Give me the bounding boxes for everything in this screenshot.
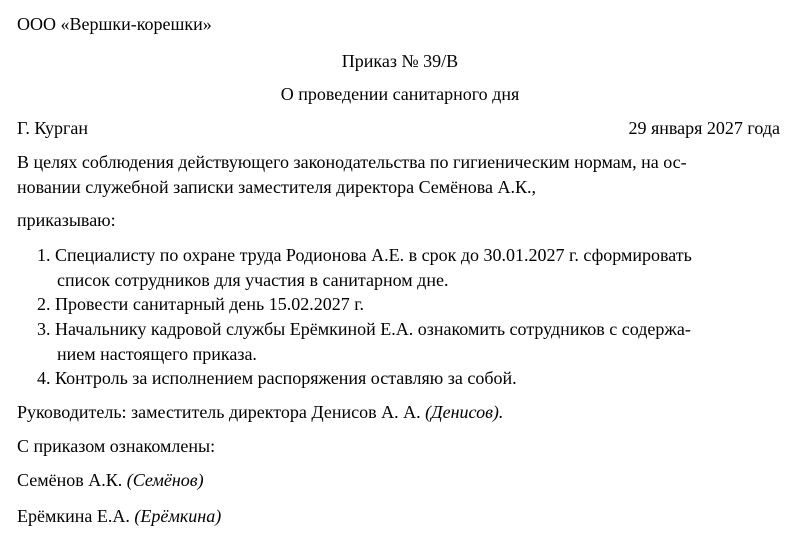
order-item-continuation: список сотрудников для участия в санитарном дне. bbox=[57, 270, 449, 290]
head-signature: (Денисов). bbox=[425, 402, 504, 422]
order-number: Приказ № 39/В bbox=[341, 51, 459, 71]
acquainted-name: Семёнов А.К. bbox=[17, 470, 127, 490]
acquainted-entry bbox=[17, 469, 204, 491]
city: Г. Курган bbox=[17, 118, 89, 138]
organization-name: ООО «Вершки-корешки» bbox=[17, 14, 212, 34]
acquainted-entry bbox=[17, 505, 221, 527]
order-verb: приказываю: bbox=[17, 210, 116, 230]
acquainted-signature: (Ерёмкина) bbox=[134, 506, 222, 526]
order-date: 29 января 2027 года bbox=[628, 118, 780, 138]
order-item-continuation: нием настоящего приказа. bbox=[57, 344, 257, 364]
head-text: Руководитель: заместитель директора Денисов А. А. bbox=[17, 402, 426, 422]
acquainted-name: Ерёмкина Е.А. bbox=[17, 506, 135, 526]
order-item: 4. Контроль за исполнением распоряжения оставляю за собой. bbox=[37, 368, 517, 388]
head-line bbox=[17, 401, 503, 423]
preamble-line: В целях соблюдения действующего законодательства по гигиеническим нормам, на ос- bbox=[17, 152, 687, 172]
order-item: 2. Провести санитарный день 15.02.2027 г. bbox=[37, 294, 365, 314]
order-subject: О проведении санитарного дня bbox=[280, 84, 520, 104]
order-item: 3. Начальнику кадровой службы Ерёмкиной Е.А. ознакомить сотрудников с содержа- bbox=[37, 319, 691, 339]
preamble-line: новании служебной записки заместителя директора Семёнова А.К., bbox=[17, 177, 537, 197]
order-item: 1. Специалисту по охране труда Родионова А.Е. в срок до 30.01.2027 г. сформировать bbox=[37, 245, 692, 265]
acquainted-label: С приказом ознакомлены: bbox=[17, 436, 216, 456]
acquainted-signature: (Семёнов) bbox=[126, 470, 204, 490]
